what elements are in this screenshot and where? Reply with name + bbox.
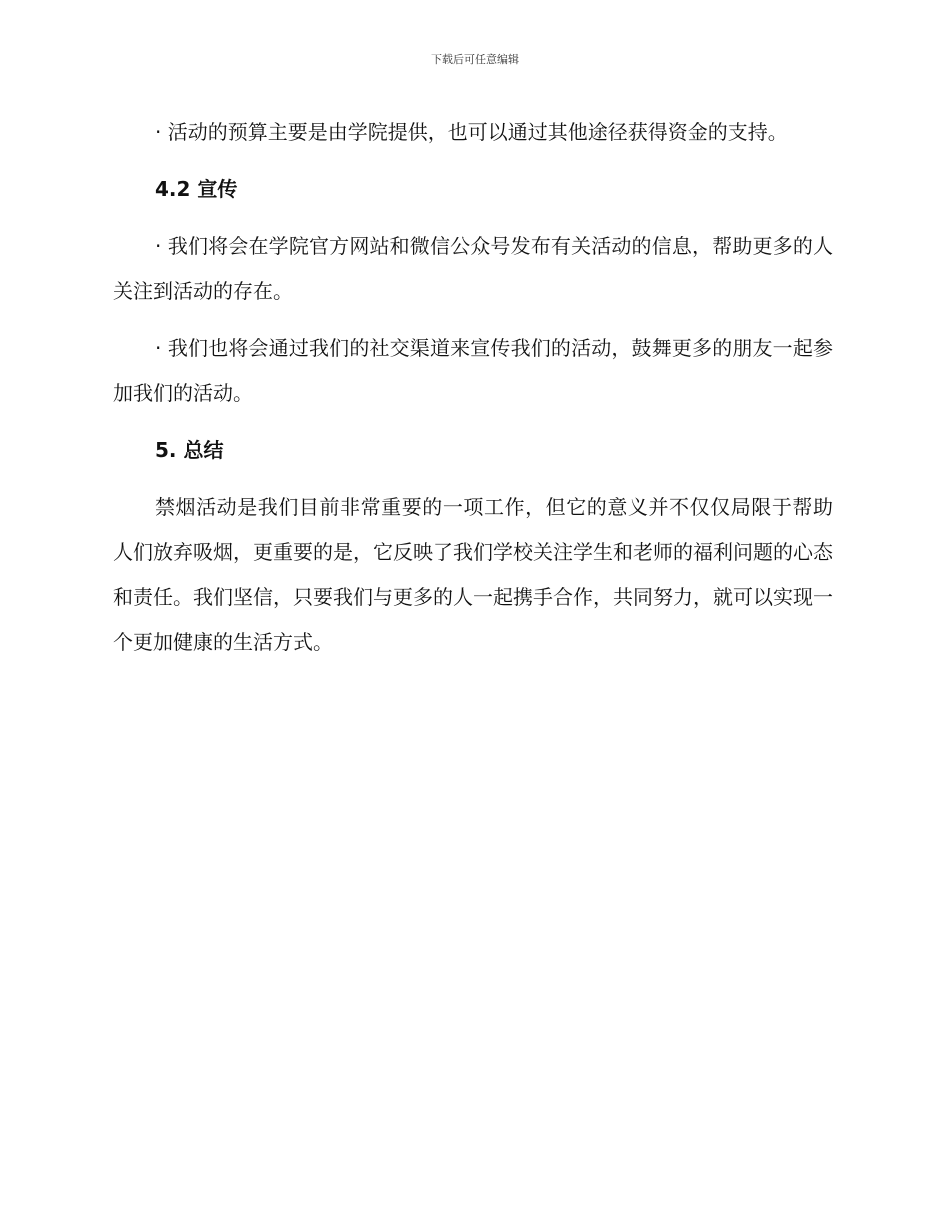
document-body — [113, 110, 833, 665]
promotion-heading: 4.2 宣传 — [155, 177, 238, 201]
promotion-bullet-2: · 我们也将会通过我们的社交渠道来宣传我们的活动，鼓舞更多的朋友一起参加我们的活动。 — [113, 336, 833, 405]
budget-bullet: · 活动的预算主要是由学院提供，也可以通过其他途径获得资金的支持。 — [155, 120, 788, 144]
promotion-bullet-1: · 我们将会在学院官方网站和微信公众号发布有关活动的信息，帮助更多的人关注到活动的存在。 — [113, 234, 833, 303]
summary-heading: 5. 总结 — [155, 438, 224, 462]
page-header: 下载后可任意编辑 — [431, 53, 519, 66]
summary-paragraph: 禁烟活动是我们目前非常重要的一项工作，但它的意义并不仅仅局限于帮助人们放弃吸烟，更重要的是，它反映了我们学校关注学生和老师的福利问题的心态和责任。我们坚信，只要我们与更多的人一起携手合作，共同努力，就可以实现一个更加健康的生活方式。 — [113, 495, 833, 654]
